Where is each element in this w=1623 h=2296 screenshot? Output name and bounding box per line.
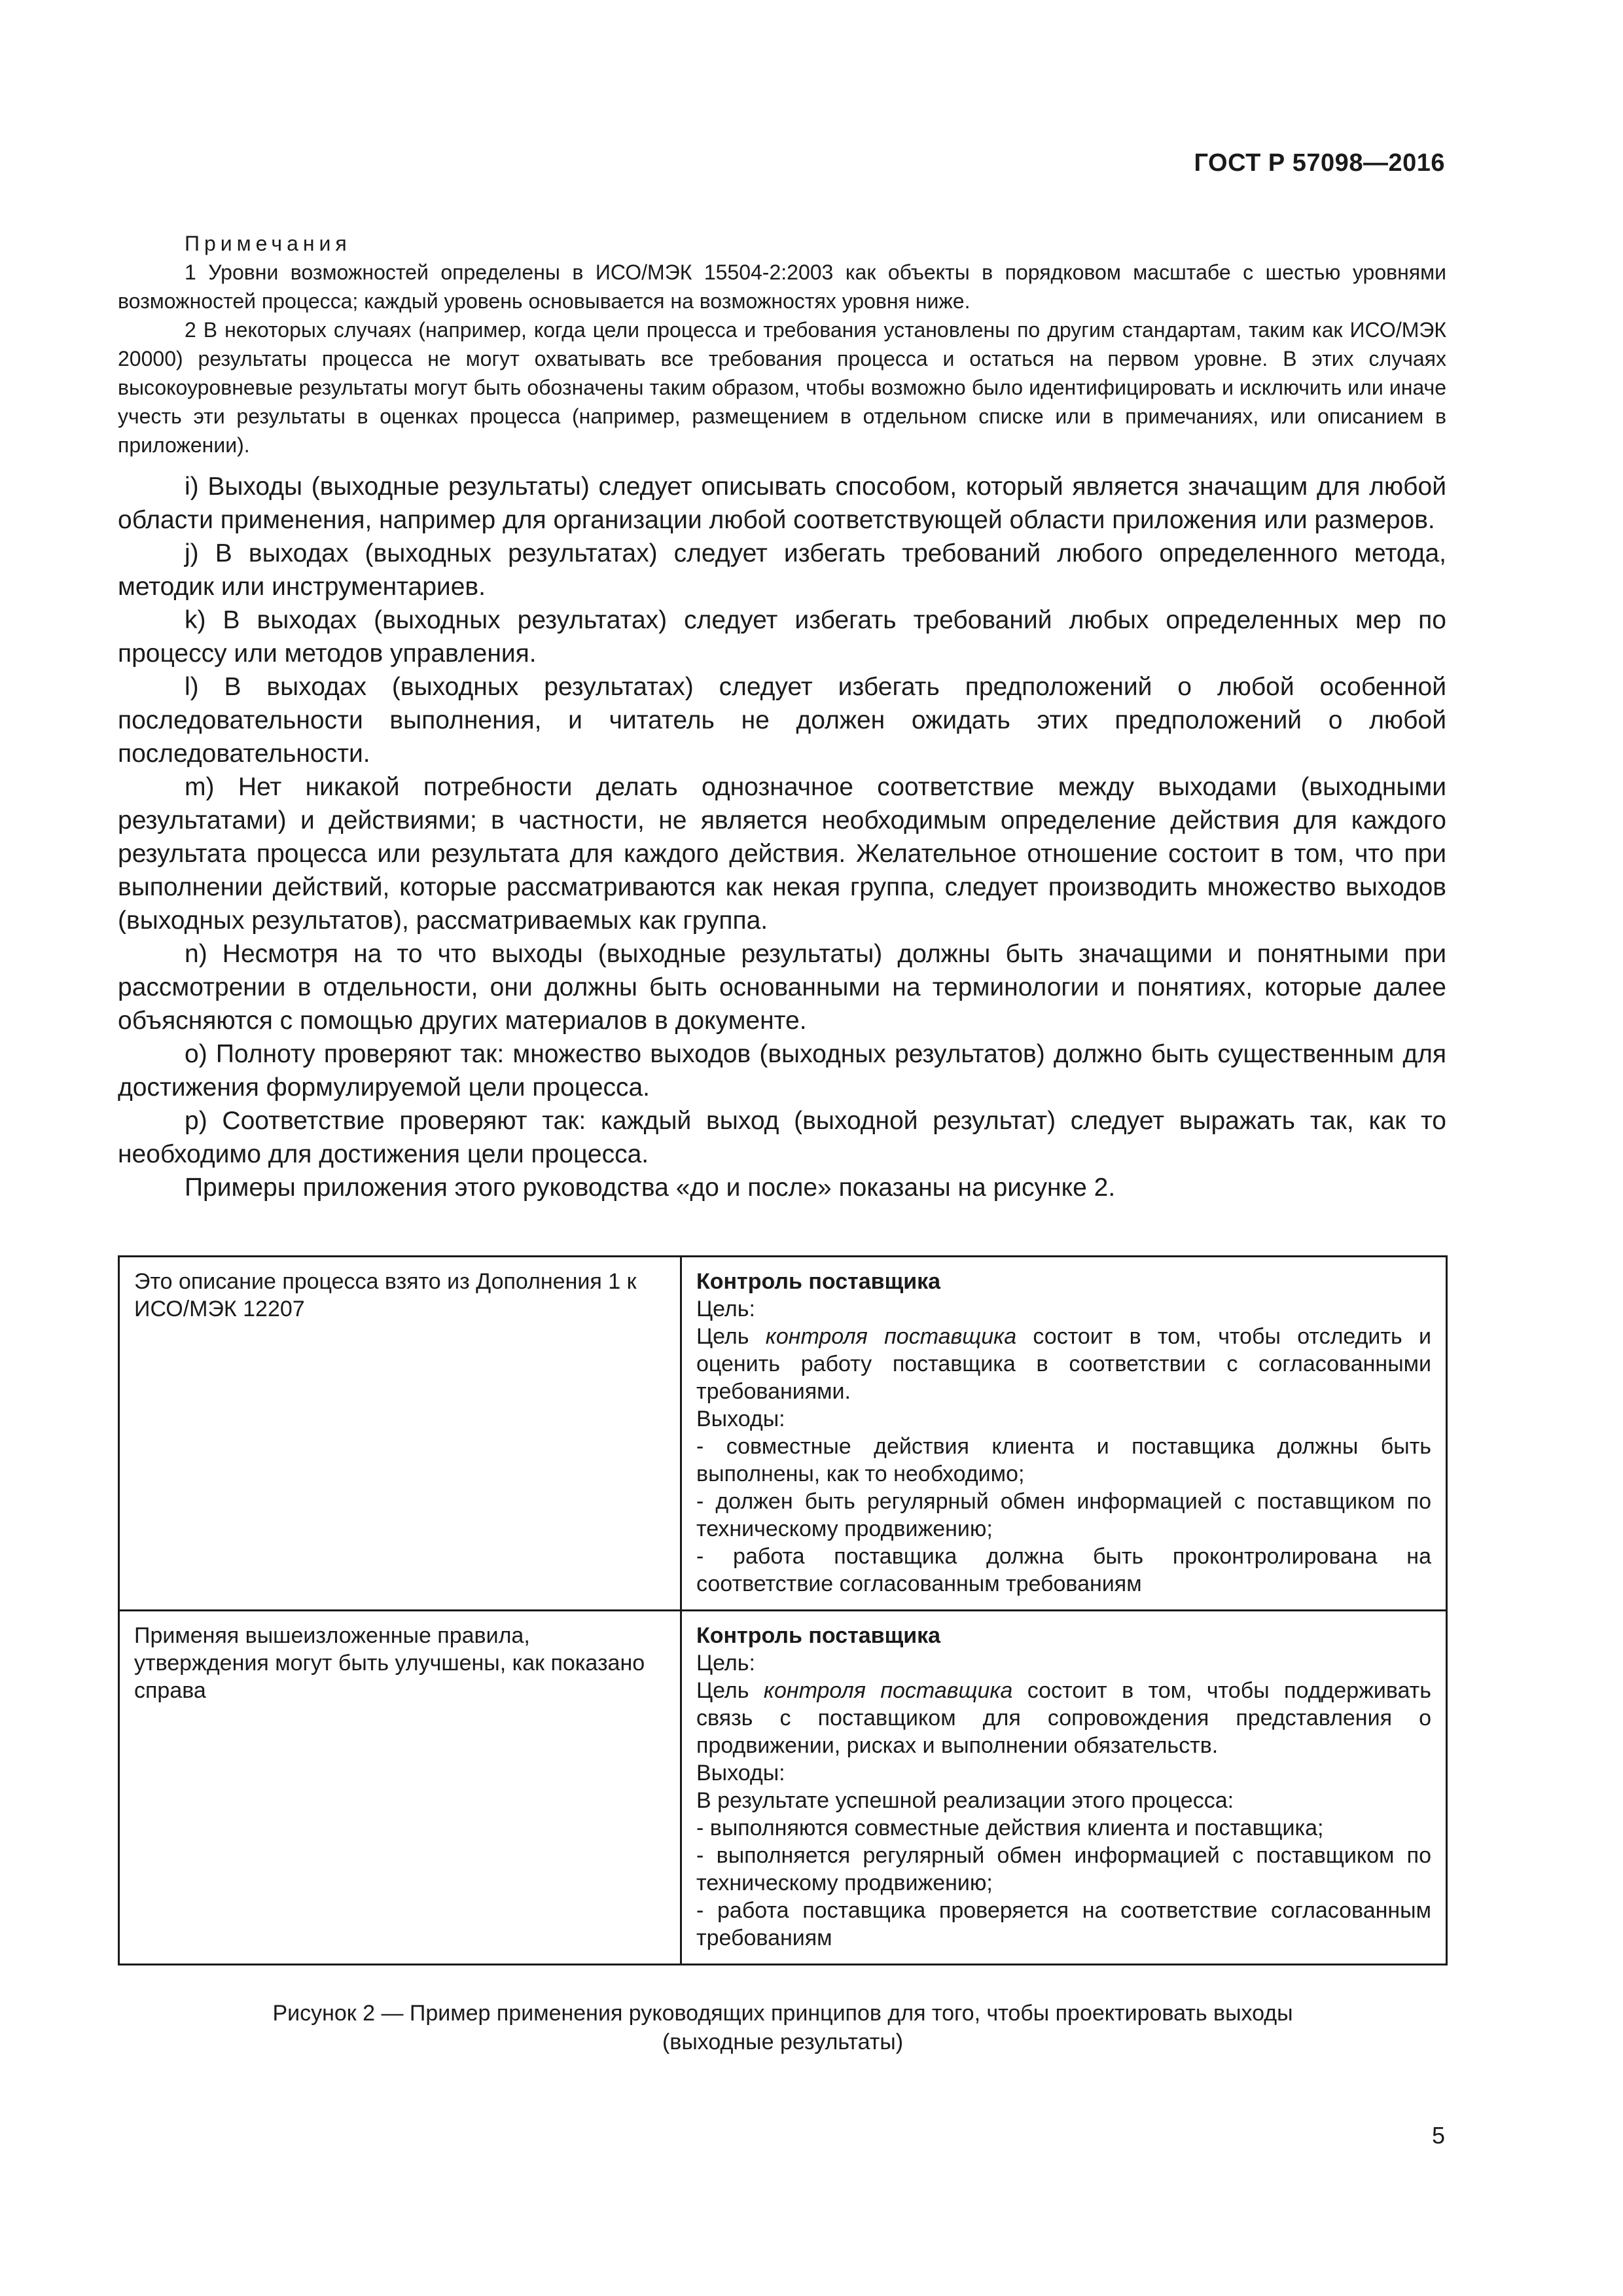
notes-block bbox=[118, 229, 1446, 459]
page-number: 5 bbox=[1431, 2122, 1445, 2149]
note-item: 1 Уровни возможностей определены в ИСО/МЭК 15504-2:2003 как объекты в порядковом масштабе с шестью уровнями возможностей процесса; каждый уровень основывается на возможностях уровня ниже. bbox=[118, 260, 1446, 313]
figure-table bbox=[118, 1255, 1448, 1965]
cell-left-text: Применяя вышеизложенные правила, утверждения могут быть улучшены, как показано справа bbox=[134, 1623, 645, 1703]
outputs-label: Выходы: bbox=[696, 1761, 785, 1785]
process-title: Контроль поставщика bbox=[696, 1623, 941, 1648]
note-item: 2 В некоторых случаях (например, когда цели процесса и требования установлены по другим стандартам, таким как ИСО/МЭК 20000) результаты процесса не могут охватывать все требования процесса и остаться на первом уровне. В этих случаях высокоуровневые результаты могут быть обозначены таким образом, чтобы возможно было идентифицировать и исключить или иначе учесть эти результаты в оценках процесса (например, размещением в отдельном списке или в примечаниях, или описанием в приложении). bbox=[118, 318, 1446, 457]
goal-text-after: состоит в том, чтобы отследить и оценить работу поставщика в соответствии с согласованными требованиями. bbox=[696, 1324, 1431, 1404]
output-item: - выполняется регулярный обмен информацией с поставщиком по техническому продвижению; bbox=[696, 1843, 1431, 1895]
table-cell-description bbox=[119, 1611, 681, 1965]
output-item: - работа поставщика проверяется на соответствие согласованным требованиям bbox=[696, 1898, 1431, 1950]
goal-label: Цель: bbox=[696, 1651, 755, 1676]
notes-title: Примечания bbox=[185, 232, 351, 255]
output-item: - выполняются совместные действия клиента и поставщика; bbox=[696, 1816, 1324, 1840]
paragraph-l: l) В выходах (выходных результатах) следует избегать предположений о любой особенной последовательности выполнения, и читатель не должен ожидать этих предположений о любой последовательности. bbox=[118, 673, 1446, 768]
goal-text-before: Цель bbox=[696, 1324, 766, 1349]
goal-text bbox=[696, 1323, 1431, 1405]
output-item: - работа поставщика должна быть проконтролирована на соответствие согласованным требованиям bbox=[696, 1544, 1431, 1596]
outputs-label: Выходы: bbox=[696, 1407, 785, 1431]
paragraph-examples: Примеры приложения этого руководства «до и после» показаны на рисунке 2. bbox=[185, 1174, 1116, 1202]
body-text bbox=[118, 470, 1446, 1204]
goal-text-italic: контроля поставщика bbox=[765, 1324, 1017, 1349]
table-row bbox=[119, 1257, 1447, 1611]
process-title: Контроль поставщика bbox=[696, 1269, 941, 1294]
table-cell-description bbox=[119, 1257, 681, 1611]
outputs-intro: В результате успешной реализации этого процесса: bbox=[696, 1788, 1234, 1813]
paragraph-m: m) Нет никакой потребности делать однозначное соответствие между выходами (выходными результатами) и действиями; в частности, не является необходимым определение действия для каждого результата процесса или результата для каждого действия. Желательное отношение состоит в том, что при выполнении действий, которые рассматриваются как некая группа, следует производить множество выходов (выходных результатов), рассматриваемых как группа. bbox=[118, 773, 1446, 935]
cell-left-text: Это описание процесса взято из Дополнения 1 к ИСО/МЭК 12207 bbox=[134, 1269, 637, 1321]
output-item: - должен быть регулярный обмен информацией с поставщиком по техническому продвижению; bbox=[696, 1489, 1431, 1541]
output-item: - совместные действия клиента и поставщика должны быть выполнены, как то необходимо; bbox=[696, 1434, 1431, 1486]
paragraph-n: n) Несмотря на то что выходы (выходные результаты) должны быть значащими и понятными при рассмотрении в отдельности, они должны быть основанными на терминологии и понятиях, которые далее объясняются с помощью других материалов в документе. bbox=[118, 940, 1446, 1035]
goal-text-before: Цель bbox=[696, 1678, 764, 1703]
standard-code-header: ГОСТ Р 57098—2016 bbox=[1194, 149, 1445, 177]
table-row bbox=[119, 1611, 1447, 1965]
caption-line: (выходные результаты) bbox=[662, 2030, 904, 2054]
paragraph-i: i) Выходы (выходные результаты) следует описывать способом, который является значащим для любой области применения, например для организации любой соответствующей области приложения или размеров. bbox=[118, 473, 1446, 534]
goal-text-italic: контроля поставщика bbox=[763, 1678, 1013, 1703]
paragraph-j: j) В выходах (выходных результатах) следует избегать требований любого определенного метода, методик или инструментариев. bbox=[118, 539, 1446, 601]
paragraph-o: о) Полноту проверяют так: множество выходов (выходных результатов) должно быть существенным для достижения формулируемой цели процесса. bbox=[118, 1040, 1446, 1102]
figure-caption bbox=[118, 1999, 1448, 2056]
goal-text-after: состоит в том, чтобы поддерживать связь с поставщиком для сопровождения представления о продвижении, рисках и выполнении обязательств. bbox=[696, 1678, 1431, 1758]
goal-label: Цель: bbox=[696, 1297, 755, 1321]
table-cell-process bbox=[681, 1611, 1447, 1965]
goal-text bbox=[696, 1677, 1431, 1759]
paragraph-k: k) В выходах (выходных результатах) следует избегать требований любых определенных мер по процессу или методов управления. bbox=[118, 606, 1446, 668]
caption-line: Рисунок 2 — Пример применения руководящих принципов для того, чтобы проектировать выходы bbox=[272, 2001, 1293, 2026]
paragraph-p: р) Соответствие проверяют так: каждый выход (выходной результат) следует выражать так, как то необходимо для достижения цели процесса. bbox=[118, 1107, 1446, 1168]
table-cell-process bbox=[681, 1257, 1447, 1611]
